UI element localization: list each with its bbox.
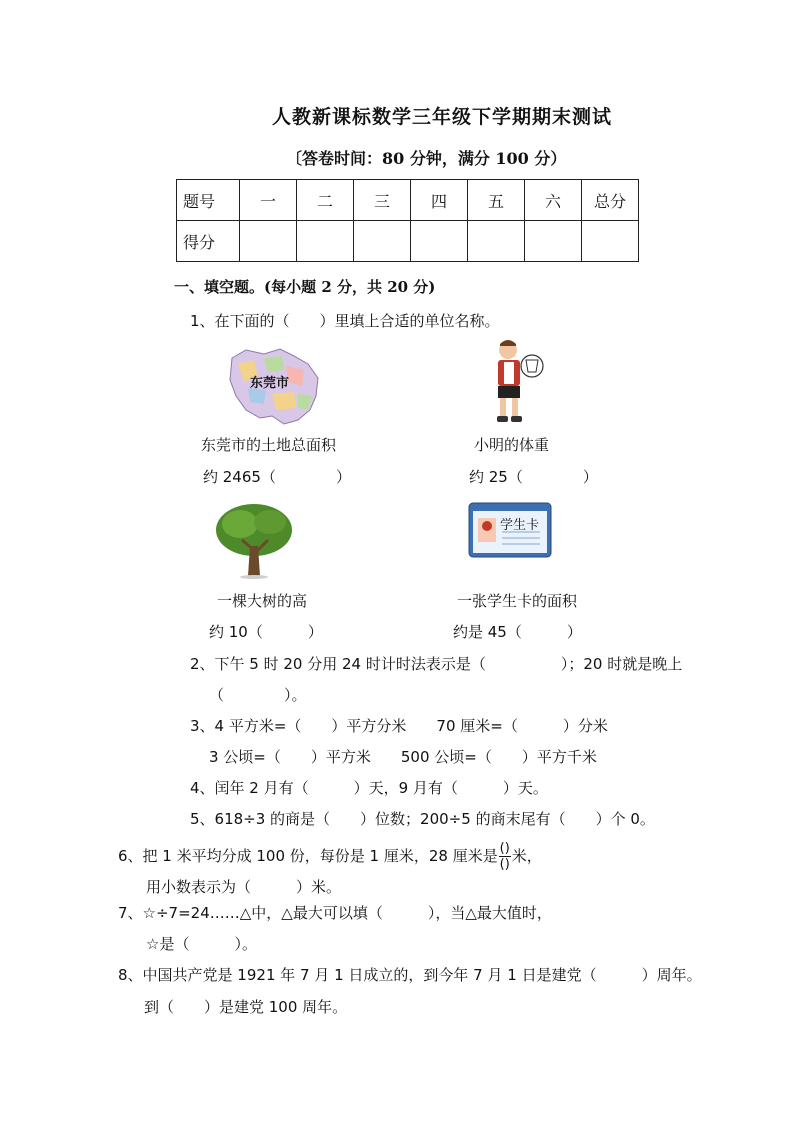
item-caption: 东莞市的土地总面积	[201, 436, 337, 454]
question-1: 1、在下面的（ ）里填上合适的单位名称。	[190, 312, 500, 330]
question-7-line-2: ☆是（ ）。	[146, 935, 257, 953]
item-caption: 一张学生卡的面积	[457, 592, 578, 610]
question-8-line-1: 8、中国共产党是 1921 年 7 月 1 日成立的，到今年 7 月 1 日是建党（ ）周年。	[118, 966, 702, 984]
dongguan-map-image	[224, 346, 324, 426]
item-answer: 约 2465（ ）	[203, 468, 351, 486]
score-cell[interactable]	[468, 221, 525, 262]
question-2-line-2: （ ）。	[209, 686, 307, 704]
map-label: 东莞市	[250, 376, 290, 391]
question-6-unit: 米，	[511, 847, 542, 865]
score-cell[interactable]	[297, 221, 354, 262]
fraction	[499, 842, 511, 871]
table-cell: 五	[468, 180, 525, 221]
score-cell[interactable]	[525, 221, 582, 262]
question-7-line-1: 7、☆÷7=24……△中，△最大可以填（ ），当△最大值时，	[118, 904, 552, 922]
question-6-line-2: 用小数表示为（ ）米。	[146, 878, 342, 896]
table-cell: 得分	[177, 221, 240, 262]
table-cell: 题号	[177, 180, 240, 221]
score-table	[176, 179, 639, 262]
table-cell: 三	[354, 180, 411, 221]
student-card-image	[468, 502, 552, 558]
question-4: 4、闰年 2 月有（ ）天，9 月有（ ）天。	[190, 779, 548, 797]
table-cell: 六	[525, 180, 582, 221]
item-caption: 小明的体重	[474, 436, 550, 454]
question-6-text: 6、把 1 米平均分成 100 份，每份是 1 厘米，28 厘米是	[118, 847, 498, 865]
score-cell[interactable]	[411, 221, 468, 262]
item-answer: 约是 45（ ）	[453, 623, 582, 641]
score-table-header-row	[177, 180, 639, 221]
question-3-line-1: 3、4 平方米=（ ）平方分米 70 厘米=（ ）分米	[190, 717, 608, 735]
page-title: 人教新课标数学三年级下学期期末测试	[272, 106, 613, 128]
score-cell[interactable]	[582, 221, 639, 262]
item-answer: 约 10（ ）	[209, 623, 323, 641]
fraction-denominator: ()	[499, 857, 510, 872]
fraction-numerator: ()	[499, 841, 510, 856]
score-cell[interactable]	[354, 221, 411, 262]
exam-info: 〔答卷时间：80 分钟，满分 100 分）	[286, 149, 567, 168]
card-label: 学生卡	[500, 518, 540, 533]
tree-image	[212, 500, 296, 580]
score-cell[interactable]	[240, 221, 297, 262]
boy-with-ball-image	[488, 336, 548, 426]
score-table-score-row	[177, 221, 639, 262]
question-6-line-1	[118, 842, 542, 871]
question-2-line-1: 2、下午 5 时 20 分用 24 时计时法表示是（ ）；20 时就是晚上	[190, 655, 683, 673]
item-answer: 约 25（ ）	[469, 468, 598, 486]
table-cell: 二	[297, 180, 354, 221]
section-heading-fill-blank: 一、填空题。(每小题 2 分，共 20 分)	[174, 278, 436, 296]
table-cell: 四	[411, 180, 468, 221]
table-cell: 一	[240, 180, 297, 221]
question-8-line-2: 到（ ）是建党 100 周年。	[144, 998, 348, 1016]
question-3-line-2: 3 公顷=（ ）平方米 500 公顷=（ ）平方千米	[209, 748, 597, 766]
question-5: 5、618÷3 的商是（ ）位数；200÷5 的商末尾有（ ）个 0。	[190, 810, 655, 828]
table-cell: 总分	[582, 180, 639, 221]
item-caption: 一棵大树的高	[217, 592, 308, 610]
